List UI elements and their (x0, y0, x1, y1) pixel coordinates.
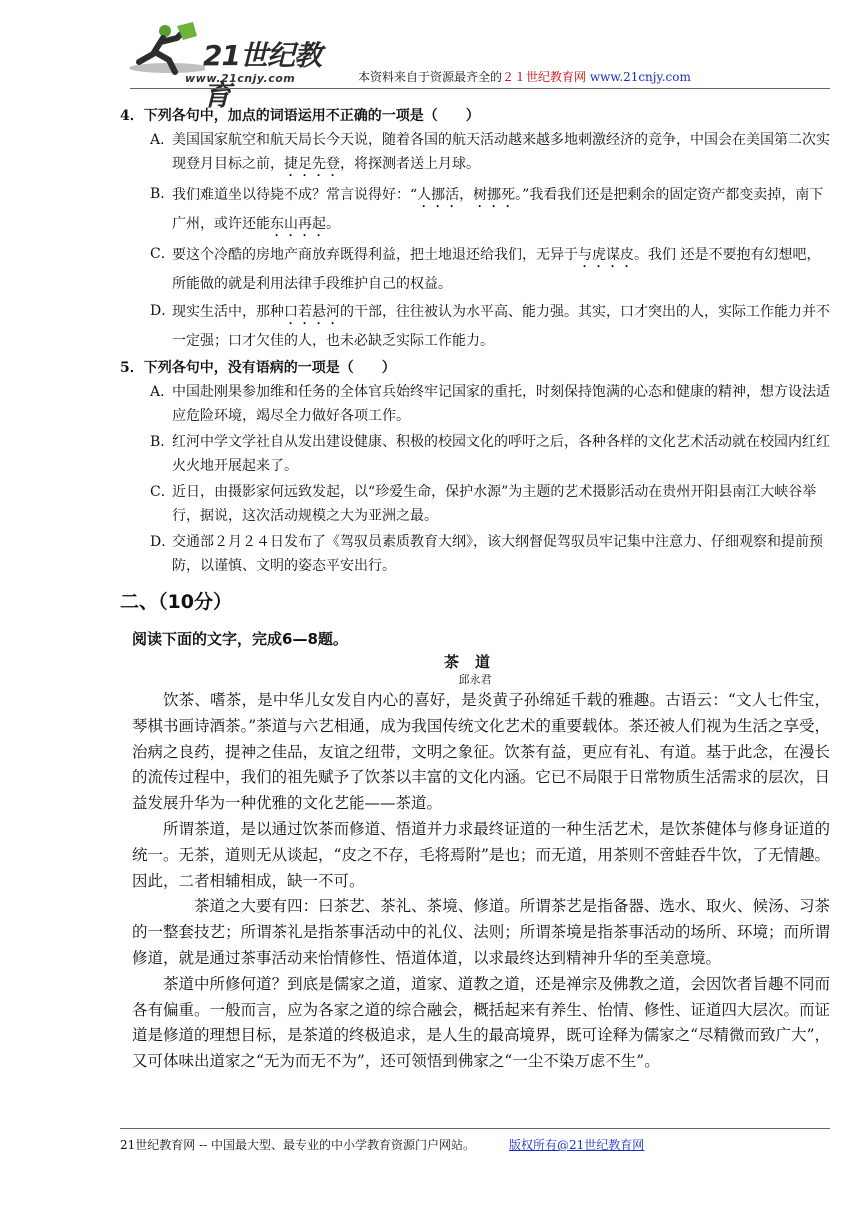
option-text-part: 。”我看我们还是把剩余的固定资产都变卖掉，南下广州，或许还能 (172, 187, 824, 232)
option-label: C． (150, 246, 175, 262)
question-4-title: 4．下列各句中，加点的词语运用不正确的一项是（ ） (120, 108, 480, 124)
runner-logo-icon (125, 22, 205, 78)
logo-text: 21世纪教育 (203, 39, 321, 112)
option-text-part: 我们难道坐以待毙不成？常言说得好：“ (172, 187, 418, 203)
footer-divider (120, 1128, 830, 1129)
option-text (172, 182, 830, 240)
option-text: 交通部２月２４日发布了《驾驭员素质教育大纲》，该大纲督促驾驭员牢记集中注意力、仔细观察和提前预防，以谨慎、文明的姿态平安出行。 (172, 534, 823, 574)
article-paragraph: 茶道之大要有四：曰茶艺、茶礼、茶境、修道。所谓茶艺是指备器、选水、取火、候汤、习茶的一整套技艺；所谓茶礼是指茶事活动中的礼仪、法则；所谓茶境是指茶事活动的场所、环境；而所谓修道，就是通过茶事活动来怡情修性、悟道体道，以求最终达到精神升华的至美意境。 (132, 897, 830, 967)
main-content (120, 104, 830, 1075)
option-label: C． (150, 484, 175, 500)
option-text: 近日，由摄影家何远致发起，以“珍爱生命，保护水源”为主题的艺术摄影活动在贵州开阳县南江大峡谷举行，据说，这次活动规模之大为亚洲之最。 (172, 484, 817, 524)
question-4-option-c (150, 242, 830, 297)
page-header (120, 18, 830, 112)
option-text (172, 242, 830, 297)
dotted-phrase: 口若悬河 (284, 304, 340, 320)
dotted-phrase: 东山再起 (270, 216, 326, 232)
logo-url: www.21cnjy.com (185, 72, 296, 85)
page-footer (120, 1136, 644, 1153)
option-text: 中国赴刚果参加维和任务的全体官兵始终牢记国家的重托，时刻保持饱满的心态和健康的精神，想方设法适应危险环境，竭尽全力做好各项工作。 (172, 384, 830, 424)
question-5-option-a (150, 380, 830, 428)
site-logo (125, 22, 340, 112)
header-note (358, 68, 691, 85)
question-4-option-a (150, 128, 830, 180)
option-label: D． (150, 303, 176, 319)
option-label: A． (150, 384, 175, 400)
question-5-title: 5．下列各句中，没有语病的一项是（ ） (120, 360, 396, 376)
article-paragraph: 茶道中所修何道？到底是儒家之道，道家、道教之道，还是禅宗及佛教之道，会因饮者旨趣不同而各有偏重。一般而言，应为各家之道的综合融会，概括起来有养生、怡情、修性、证道四大层次。而证道是修道的理想目标，是茶道的终极追求，是人生的最高境界，既可诠释为儒家之“尽精微而致广大”，又可体味出道家之“无为而无不为”，还可领悟到佛家之“一尘不染万虑不生”。 (132, 974, 830, 1071)
header-note-prefix: 本资料来自于资源最齐全的 (358, 70, 503, 84)
header-divider (130, 88, 830, 89)
option-text (172, 128, 830, 180)
option-label: D． (150, 534, 176, 550)
dotted-phrase: 人挪活，树挪死 (417, 187, 516, 203)
header-note-url[interactable]: www.21cnjy.com (589, 70, 691, 84)
article-paragraph: 所谓茶道，是以通过饮茶而修道、悟道并力求最终证道的一种生活艺术，是饮茶健体与修身证道的统一。无茶，道则无从谈起，“皮之不存，毛将焉附”是也；而无道，用茶则不啻蛙吞牛饮，了无情趣。因此，二者相辅相成，缺一不可。 (132, 819, 830, 890)
header-note-brand: ２１世纪教育网 (502, 70, 587, 84)
article-title: 茶道 (443, 653, 506, 671)
footer-text: 21世纪教育网 -- 中国最大型、最专业的中小学教育资源门户网站。 (120, 1138, 476, 1152)
question-5-option-c (150, 480, 830, 528)
option-text-part: 。 (326, 216, 340, 232)
article-author: 邱永君 (458, 673, 492, 686)
reading-instruction: 阅读下面的文字，完成6—8题。 (132, 630, 348, 648)
section-heading: 二、（10分） (120, 591, 232, 613)
question-5-option-b (150, 430, 830, 478)
article-paragraph: 饮茶、嗜茶，是中华儿女发自内心的喜好，是炎黄子孙绵延千载的雅趣。古语云：“文人七件宝，琴棋书画诗酒茶。”茶道与六艺相通，成为我国传统文化艺术的重要载体。茶还被人们视为生活之享受，治病之良药，提神之佳品，友谊之纽带，文明之象征。饮茶有益，更应有礼、有道。基于此念，在漫长的流传过程中，我们的祖先赋予了饮茶以丰富的文化内涵。它已不局限于日常物质生活需求的层次，日益发展升华为一种优雅的文化艺能——茶道。 (132, 691, 830, 813)
option-label: B． (150, 186, 175, 202)
question-4-option-d (150, 299, 830, 354)
question-4-option-b (150, 182, 830, 240)
option-text-part: 现实生活中，那种 (172, 304, 284, 320)
dotted-phrase: 与虎谋皮 (578, 247, 634, 263)
option-text: 红河中学文学社自从发出建设健康、积极的校园文化的呼吁之后，各种各样的文化艺术活动就在校园内红红火火地开展起来了。 (172, 434, 830, 474)
option-text-part: 要这个冷酷的房地产商放弃既得利益，把土地退还给我们，无异于 (172, 247, 578, 263)
footer-copyright-link[interactable]: 版权所有@21世纪教育网 (509, 1138, 645, 1152)
option-label: A． (150, 132, 175, 148)
option-text (172, 299, 830, 354)
option-text-part: 。我们 还是不要抱有幻想吧，所能做的就是利用法律手段维护自己的权益。 (172, 247, 821, 292)
dotted-phrase: 捷足先登 (284, 156, 340, 172)
option-text-part: 美国国家航空和航天局长今天说，随着各国的航天活动越来越多地刺激经济的竞争，中国会在美国第二次实现登月目标之前， (172, 132, 830, 172)
option-label: B． (150, 434, 175, 450)
option-text-part: 的干部，往往被认为水平高、能力强。其实，口才突出的人，实际工作能力并不一定强；口才欠佳的人，也未必缺乏实际工作能力。 (172, 304, 830, 349)
question-5-option-d (150, 530, 830, 578)
option-text-part: ，将探测者送上月球。 (340, 156, 480, 172)
